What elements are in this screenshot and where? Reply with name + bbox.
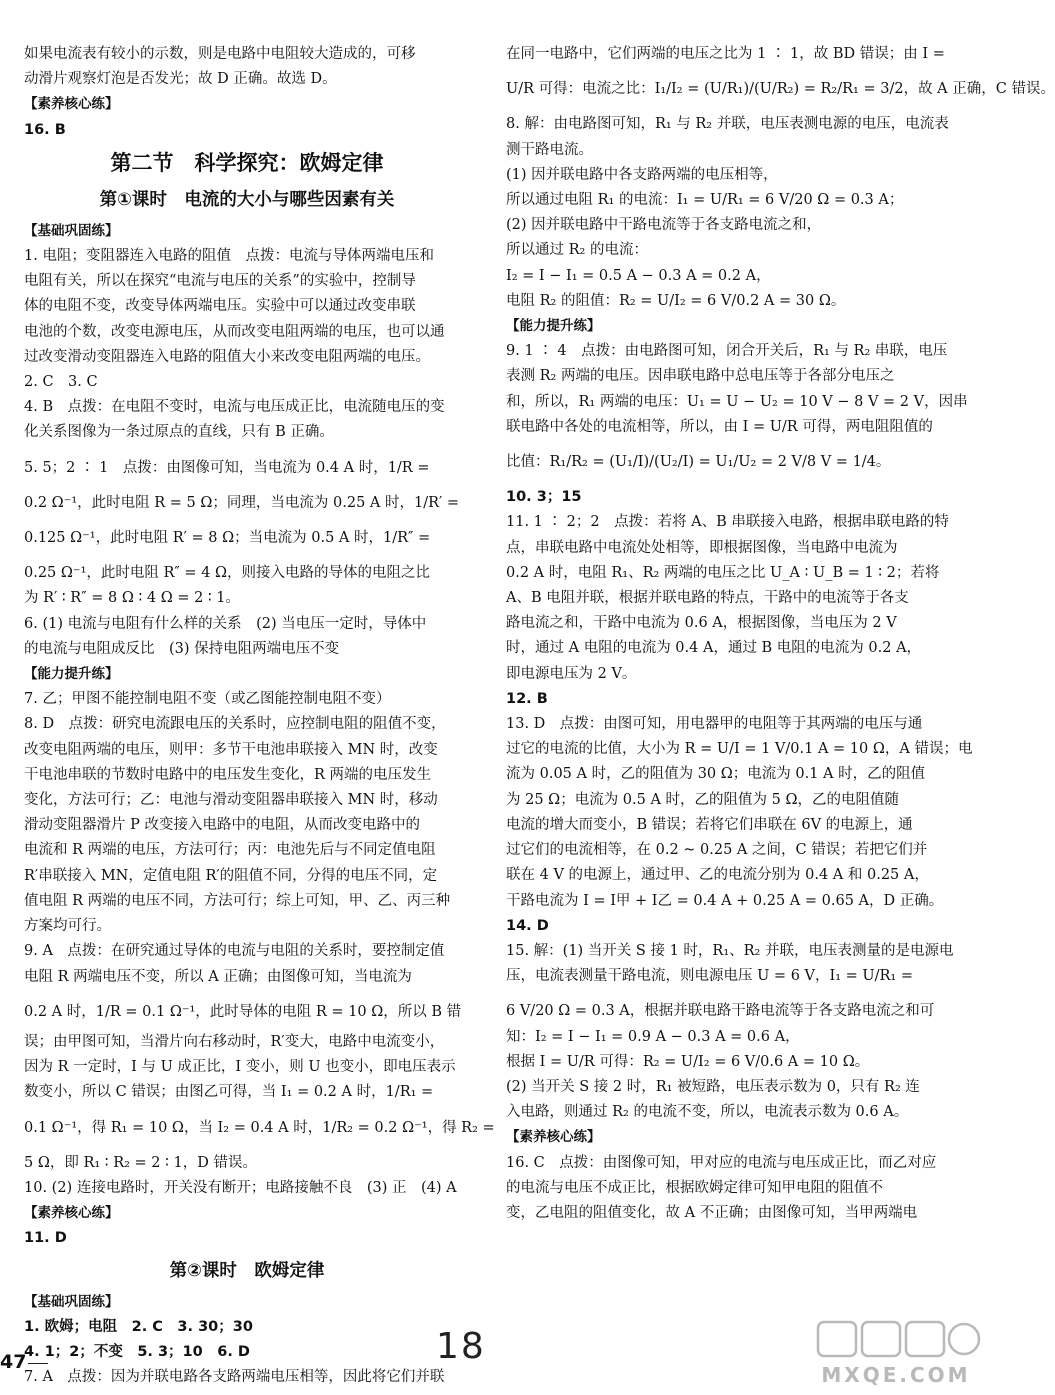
line-spacer [506, 102, 972, 112]
answer-line: 4. 1；2；不变 5. 3；10 6. D [24, 1343, 250, 1360]
answer-line: 14. D [506, 917, 549, 934]
line-spacer [506, 67, 972, 77]
text-line: 电阻 R 两端电压不变，所以 A 正确；由图像可知，当电流为 [24, 968, 412, 985]
text-line: 电阻 R₂ 的阻值：R₂ = U/I₂ = 6 V/0.2 A = 30 Ω。 [506, 292, 846, 309]
section-tag: 【能力提升练】 [506, 318, 601, 335]
text-line: 4. B 点拨：在电阻不变时，电流与电压成正比，电流随电压的变 [24, 399, 445, 416]
line-spacer [24, 551, 470, 561]
text-line: 过改变滑动变阻器连入电路的阻值大小来改变电阻两端的电压。 [24, 348, 430, 365]
text-line: 测干路电流。 [506, 141, 593, 158]
text-line: 所以通过电阻 R₁ 的电流：I₁ = U/R₁ = 6 V/20 Ω = 0.3 A； [506, 192, 904, 209]
text-line: 滑动变阻器滑片 P 改变接入电路中的电阻，从而改变电路中的 [24, 817, 420, 834]
line-spacer [24, 990, 470, 1000]
text-line: 9. A 点拨：在研究通过导体的电流与电阻的关系时，要控制定值 [24, 943, 445, 960]
text-line: 值电阻 R 两端的电压不同，方法可行；综上可知，甲、乙、丙三种 [24, 892, 451, 909]
text-line: 干电池串联的节数时电路中的电压发生变化，R 两端的电压发生 [24, 766, 432, 783]
text-line: 2. C 3. C [24, 374, 98, 391]
watermark-text: MXQE.COM [821, 1363, 971, 1387]
text-line: 根据 I = U/R 可得：R₂ = U/I₂ = 6 V/0.6 A = 10 Ω。 [506, 1053, 870, 1070]
text-line: 10. (2) 连接电路时，开关没有断开；电路接触不良 (3) 正 (4) A [24, 1179, 457, 1196]
text-line: A、B 电阻并联，根据并联电路的特点，干路中的电流等于各支 [506, 590, 909, 607]
text-line: 0.2 A 时，1/R = 0.1 Ω⁻¹，此时导体的电阻 R = 10 Ω，所以 B 错 [24, 1003, 462, 1020]
text-line: 压，电流表测量干路电流，则电源电压 U = 6 V，I₁ = U/R₁ = [506, 968, 914, 985]
line-spacer [506, 475, 972, 485]
text-line: 0.25 Ω⁻¹，此时电阻 R″ = 4 Ω，则接入电路的导体的电阻之比 [24, 565, 431, 582]
line-spacer [506, 440, 972, 450]
text-line: 因为 R 一定时，I 与 U 成正比，I 变小，则 U 也变小，即电压表示 [24, 1059, 456, 1076]
text-line: 联电路中各处的电流相等，所以，由 I = U/R 可得，两电阻阻值的 [506, 418, 933, 435]
text-line: 如果电流表有较小的示数，则是电路中电阻较大造成的，可移 [24, 46, 416, 62]
text-line: 电流的增大而变小，B 错误；若将它们串联在 6V 的电源上，通 [506, 816, 913, 833]
text-line: 联在 4 V 的电源上，通过甲、乙的电流分别为 0.4 A 和 0.25 A， [506, 867, 929, 884]
section-tag: 【能力提升练】 [24, 666, 119, 683]
line-spacer [24, 516, 470, 526]
text-line: 电阻有关，所以在探究“电流与电压的关系”的实验中，控制导 [24, 273, 416, 290]
text-line: 为 25 Ω；电流为 0.5 A 时，乙的阻值为 5 Ω，乙的电阻值随 [506, 791, 900, 808]
text-line: 过它的电流的比值，大小为 R = U/I = 1 V/0.1 A = 10 Ω，A 错误；电 [506, 741, 973, 758]
text-line: 表测 R₂ 两端的电压。因串联电路中总电压等于各部分电压之 [506, 368, 895, 385]
section-tag: 【基础巩固练】 [24, 1293, 119, 1310]
text-line: 5. 5；2 ∶ 1 点拨：由图像可知，当电流为 0.4 A 时，1/R = [24, 459, 430, 476]
text-line: 8. 解：由电路图可知，R₁ 与 R₂ 并联，电压表测电源的电压，电流表 [506, 116, 949, 133]
text-line: 7. A 点拨：因为并联电路各支路两端电压相等，因此将它们并联 [24, 1369, 445, 1386]
section-tag: 【素养核心练】 [24, 1205, 119, 1222]
left-column [24, 42, 495, 1390]
text-line: 16. C 点拨：由图像可知，甲对应的电流与电压成正比，而乙对应 [506, 1154, 937, 1171]
line-spacer [24, 446, 470, 456]
text-line: U/R 可得：电流之比：I₁/I₂ = (U/R₁)/(U/R₂) = R₂/R₁ = 3/2，故 A 正确，C 错误。 [506, 81, 1055, 98]
line-spacer [24, 1141, 470, 1151]
text-line: 电流和 R 两端的电压，方法可行；丙：电池先后与不同定值电阻 [24, 842, 436, 859]
text-line: 即电源电压为 2 V。 [506, 665, 637, 682]
text-line: 知：I₂ = I − I₁ = 0.9 A − 0.3 A = 0.6 A， [506, 1028, 800, 1045]
text-line: 时，通过 A 电阻的电流为 0.4 A，通过 B 电阻的电流为 0.2 A， [506, 640, 922, 657]
text-line: 5 Ω，即 R₁ ∶ R₂ = 2 ∶ 1，D 错误。 [24, 1154, 257, 1171]
text-line: 和，所以，R₁ 两端的电压：U₁ = U − U₂ = 10 V − 8 V = 2 V，因串 [506, 393, 968, 410]
text-line: 方案均可行。 [24, 918, 111, 935]
section-tag: 【素养核心练】 [506, 1129, 601, 1146]
text-line: 7. 乙；甲图不能控制电阻不变（或乙图能控制电阻不变） [24, 691, 391, 708]
answer-line: 16. B [24, 121, 66, 138]
text-line: I₂ = I − I₁ = 0.5 A − 0.3 A = 0.2 A， [506, 267, 771, 284]
text-line: 15. 解：(1) 当开关 S 接 1 时，R₁、R₂ 并联，电压表测量的是电源电 [506, 942, 954, 959]
text-line: 点，串联电路中电流处处相等，即根据图像，当电路中电流为 [506, 539, 898, 556]
answer-line: 1. 欧姆；电阻 2. C 3. 30；30 [24, 1318, 253, 1335]
answer-line: 11. D [24, 1230, 67, 1247]
text-line: 误；由甲图可知，当滑片向右移动时，R′变大，电路中电流变小， [24, 1033, 445, 1050]
text-line: 路电流之和，干路中电流为 0.6 A，根据图像，当电压为 2 V [506, 615, 897, 632]
text-line: 比值：R₁/R₂ = (U₁/I)/(U₂/I) = U₁/U₂ = 2 V/8 V = 1/4。 [506, 454, 891, 471]
text-line: 过它们的电流相等，在 0.2 ~ 0.25 A 之间，C 错误；若把它们并 [506, 842, 928, 859]
line-spacer [24, 481, 470, 491]
text-line: 1. 电阻；变阻器连入电路的阻值 点拨：电流与导体两端电压和 [24, 248, 434, 265]
text-line: (2) 因并联电路中干路电流等于各支路电流之和， [506, 217, 822, 234]
text-line: (2) 当开关 S 接 2 时，R₁ 被短路，电压表示数为 0，只有 R₂ 连 [506, 1078, 920, 1095]
lesson-title: 第②课时 欧姆定律 [169, 1260, 325, 1281]
text-line: 0.2 Ω⁻¹，此时电阻 R = 5 Ω；同理，当电流为 0.25 A 时，1/R′ = [24, 494, 460, 511]
text-line: 6 V/20 Ω = 0.3 A，根据并联电路干路电流等于各支路电流之和可 [506, 1003, 935, 1020]
text-line: 动滑片观察灯泡是否发光；故 D 正确。故选 D。 [24, 71, 337, 88]
text-line: 改变电阻两端的电压，则甲：多节干电池串联接入 MN 时，改变 [24, 741, 438, 758]
text-line: 数变小，所以 C 错误；由图乙可得，当 I₁ = 0.2 A 时，1/R₁ = [24, 1084, 434, 1101]
watermark-logo [812, 1318, 982, 1390]
right-column [506, 42, 1055, 1226]
text-line: 在同一电路中，它们两端的电压之比为 1 ∶ 1，故 BD 错误；由 I = [506, 46, 945, 62]
text-line: 流为 0.05 A 时，乙的阻值为 30 Ω；电流为 0.1 A 时，乙的阻值 [506, 766, 926, 783]
text-line: 为 R′ ∶ R″ = 8 Ω ∶ 4 Ω = 2 ∶ 1。 [24, 590, 241, 607]
handwritten-page-note: 18 [436, 1326, 486, 1367]
line-spacer [24, 1106, 470, 1116]
text-line: 9. 1 ∶ 4 点拨：由电路图可知，闭合开关后，R₁ 与 R₂ 串联，电压 [506, 343, 948, 360]
text-line: 所以通过 R₂ 的电流： [506, 242, 648, 259]
text-line: R′串联接入 MN，定值电阻 R′的阻值不同，分得的电压不同，定 [24, 867, 438, 884]
section-title: 第二节 科学探究：欧姆定律 [110, 150, 384, 175]
text-line: 化关系图像为一条过原点的直线，只有 B 正确。 [24, 424, 334, 441]
text-line: 变，乙电阻的阻值变化，故 A 不正确；由图像可知，当甲两端电 [506, 1204, 918, 1221]
text-line: (1) 因并联电路中各支路两端的电压相等， [506, 166, 778, 183]
section-tag: 【基础巩固练】 [24, 222, 119, 239]
text-line: 干路电流为 I = I甲 + I乙 = 0.4 A + 0.25 A = 0.65 A，D 正确。 [506, 892, 944, 909]
page-number: 47 [0, 1351, 27, 1373]
text-line: 变化，方法可行；乙：电池与滑动变阻器串联接入 MN 时，移动 [24, 792, 438, 809]
text-line: 入电路，则通过 R₂ 的电流不变，所以，电流表示数为 0.6 A。 [506, 1104, 909, 1121]
lesson-title: 第①课时 电流的大小与哪些因素有关 [99, 189, 395, 210]
text-line: 的电流与电阻成反比 (3) 保持电阻两端电压不变 [24, 640, 340, 657]
text-line: 6. (1) 电流与电阻有什么样的关系 (2) 当电压一定时，导体中 [24, 615, 427, 632]
text-line: 11. 1 ∶ 2；2 点拨：若将 A、B 串联接入电路，根据串联电路的特 [506, 514, 949, 531]
text-line: 8. D 点拨：研究电流跟电压的关系时，应控制电阻的阻值不变， [24, 716, 446, 733]
text-line: 13. D 点拨：由图可知，用电器甲的电阻等于其两端的电压与通 [506, 716, 923, 733]
answer-line: 10. 3；15 [506, 489, 582, 506]
text-line: 电池的个数，改变电源电压，从而改变电阻两端的电压，也可以通 [24, 323, 445, 340]
text-line: 的电流与电压不成正比，根据欧姆定律可知甲电阻的阻值不 [506, 1179, 883, 1196]
text-line: 体的电阻不变，改变导体两端电压。实验中可以通过改变串联 [24, 298, 416, 315]
text-line: 0.2 A 时，电阻 R₁、R₂ 两端的电压之比 U_A ∶ U_B = 1 ∶ 2；若将 [506, 564, 940, 581]
page-number-rule [28, 1363, 48, 1364]
line-spacer [506, 989, 972, 999]
text-line: 0.125 Ω⁻¹，此时电阻 R′ = 8 Ω；当电流为 0.5 A 时，1/R″ = [24, 530, 431, 547]
text-line: 0.1 Ω⁻¹，得 R₁ = 10 Ω，当 I₂ = 0.4 A 时，1/R₂ = 0.2 Ω⁻¹，得 R₂ = [24, 1119, 495, 1136]
section-tag: 【素养核心练】 [24, 96, 119, 113]
answer-line: 12. B [506, 690, 548, 707]
